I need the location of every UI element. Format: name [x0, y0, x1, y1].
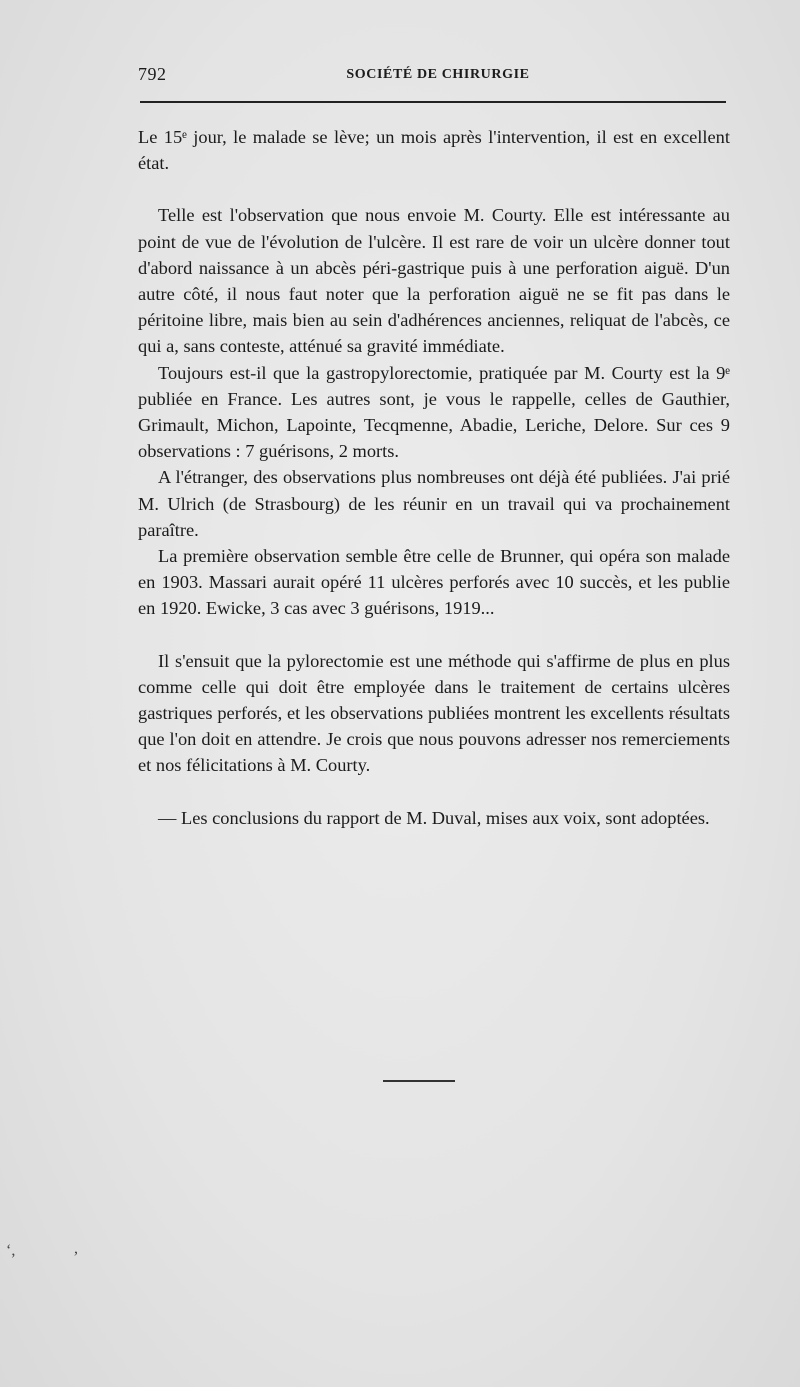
page-number: 792 [138, 64, 167, 84]
paragraph-4: A l'étranger, des observations plus nombreuses ont déjà été publiées. J'ai prié M. Ulrich (de Strasbourg) de les réunir en un travail qui va prochainement paraître. [138, 467, 730, 540]
stray-ink-mark: ‘, [6, 1242, 16, 1259]
body-text [138, 124, 730, 831]
paragraph-6: Il s'ensuit que la pylorectomie est une méthode qui s'affirme de plus en plus comme celle qui doit être employée dans le traitement de certains ulcères gastriques perforés, et les observations publiées montrent les excellents résultats que l'on doit en attendre. Je crois que nous pouvons adresser nos remerciements et nos félicitations à M. Courty. [138, 650, 730, 776]
running-head: SOCIÉTÉ DE CHIRURGIE [346, 67, 530, 82]
paragraph-2: Telle est l'observation que nous envoie M. Courty. Elle est intéressante au point de vue de l'évolution de l'ulcère. Il est rare de voir un ulcère donner tout d'abord naissance à un abcès péri-gastrique puis à une perforation aiguë. D'un autre côté, il nous faut noter que la perforation aiguë ne se fit pas dans le péritoine libre, mais bien au sein d'adhérences anciennes, reliquat de l'abcès, ce qui a, sans conteste, atténué sa gravité immédiate. [138, 205, 730, 357]
page-header [138, 64, 728, 88]
paragraph-3: Toujours est-il que la gastropylorectomie, pratiquée par M. Courty est la 9ᵉ publiée en France. Les autres sont, je vous le rappelle, celles de Gauthier, Grimault, Michon, Lapointe, Tecqmenne, Abadie, Leriche, Delore. Sur ces 9 observations : 7 guérisons, 2 morts. [138, 362, 730, 462]
paragraph-1: Le 15ᵉ jour, le malade se lève; un mois après l'intervention, il est en excellent état. [138, 127, 730, 174]
paragraph-5: La première observation semble être celle de Brunner, qui opéra son malade en 1903. Massari aurait opéré 11 ulcères perforés avec 10 succès, et les publie en 1920. Ewicke, 3 cas avec 3 guérisons, 1919... [138, 546, 730, 619]
stray-ink-mark: , [74, 1240, 78, 1257]
paragraph-7: — Les conclusions du rapport de M. Duval, mises aux voix, sont adoptées. [158, 807, 710, 828]
header-rule [140, 101, 726, 103]
end-rule [383, 1080, 455, 1082]
